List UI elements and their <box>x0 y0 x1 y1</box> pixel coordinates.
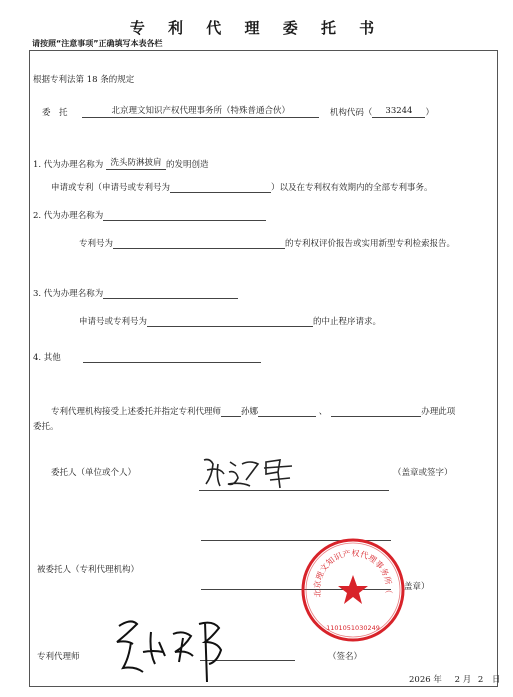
seal-number: 1101051030249 <box>326 624 380 632</box>
item2-line2-suffix: 的专利权评价报告或实用新型专利检索报告。 <box>285 239 456 249</box>
date <box>409 673 501 685</box>
designation-gap <box>221 405 241 417</box>
item2-line2 <box>79 237 455 249</box>
designation-row <box>51 405 455 417</box>
instruction-note: 请按照“注意事项”正确填写本表各栏 <box>32 39 163 48</box>
item2-name-field <box>103 209 266 221</box>
second-agent-field <box>331 405 421 417</box>
agency-hint: 盖章） <box>404 582 430 592</box>
item1-line2-prefix: 申请或专利（申请号或专利号为 <box>51 183 171 193</box>
item1-suffix: 的发明创造 <box>166 160 209 170</box>
entrust-label: 委 托 <box>42 108 68 118</box>
date-month-unit: 月 <box>462 675 472 685</box>
item3-row <box>33 287 238 299</box>
item2-number-field <box>113 237 285 249</box>
designation-text: 专利代理机构接受上述委托并指定专利代理师 <box>51 407 222 417</box>
item3-number-field <box>147 315 313 327</box>
date-day-unit: 日 <box>492 675 501 685</box>
attorney-label: 专利代理师 <box>37 652 80 662</box>
document-title: 专 利 代 理 委 托 书 <box>129 19 384 37</box>
agency-label: 被委托人（专利代理机构） <box>37 565 140 575</box>
item1-row <box>33 158 209 170</box>
item1-line2 <box>51 181 433 193</box>
item3-line2 <box>79 315 381 327</box>
designation-separator: 、 <box>318 407 328 417</box>
agency-code-field: 33244 <box>372 106 425 118</box>
item2-line2-prefix: 专利号为 <box>79 239 114 249</box>
item2-prefix: 2. 代为办理名称为 <box>33 211 104 221</box>
agency-code-label: 机构代码（ <box>329 108 373 118</box>
designated-agent: 孙娜 <box>241 407 259 417</box>
entrust-row <box>42 106 434 118</box>
attorney-hint: （签名） <box>328 652 363 662</box>
date-year: 2026 <box>409 675 431 685</box>
item4-row <box>33 351 261 363</box>
item2-row <box>33 209 266 221</box>
designated-agent-field <box>258 405 316 417</box>
agency-seal <box>295 530 406 643</box>
client-hint: （盖章或签字） <box>393 468 453 478</box>
item3-prefix: 3. 代为办理名称为 <box>33 289 104 299</box>
item1-prefix: 1. 代为办理名称为 <box>33 160 104 170</box>
item4-prefix: 4. 其他 <box>33 353 61 363</box>
item1-name-field: 洗头防淋披肩 <box>106 158 166 170</box>
attorney-signature <box>113 612 233 684</box>
legal-basis: 根据专利法第 18 条的规定 <box>33 75 135 85</box>
date-month: 2 <box>454 675 460 685</box>
seal-text: 北京理文知识产权代理事务所（特殊普通合伙） <box>295 530 394 598</box>
date-year-unit: 年 <box>433 675 442 685</box>
item1-line2-suffix: ）以及在专利权有效期内的全部专利事务。 <box>271 183 433 193</box>
client-label: 委托人（单位或个人） <box>51 468 137 478</box>
client-signature <box>200 452 310 492</box>
date-day: 2 <box>477 675 484 685</box>
agency-name-field: 北京理文知识产权代理事务所（特殊普通合伙） <box>82 106 319 118</box>
item3-line2-suffix: 的中止程序请求。 <box>313 317 382 327</box>
item1-number-field <box>170 181 271 193</box>
item3-line2-prefix: 申请号或专利号为 <box>79 317 148 327</box>
designation-end: 委托。 <box>33 422 59 432</box>
item4-field <box>83 351 261 363</box>
item3-name-field <box>103 287 238 299</box>
agency-code-close: ） <box>425 108 434 118</box>
designation-tail: 办理此项 <box>421 407 456 417</box>
